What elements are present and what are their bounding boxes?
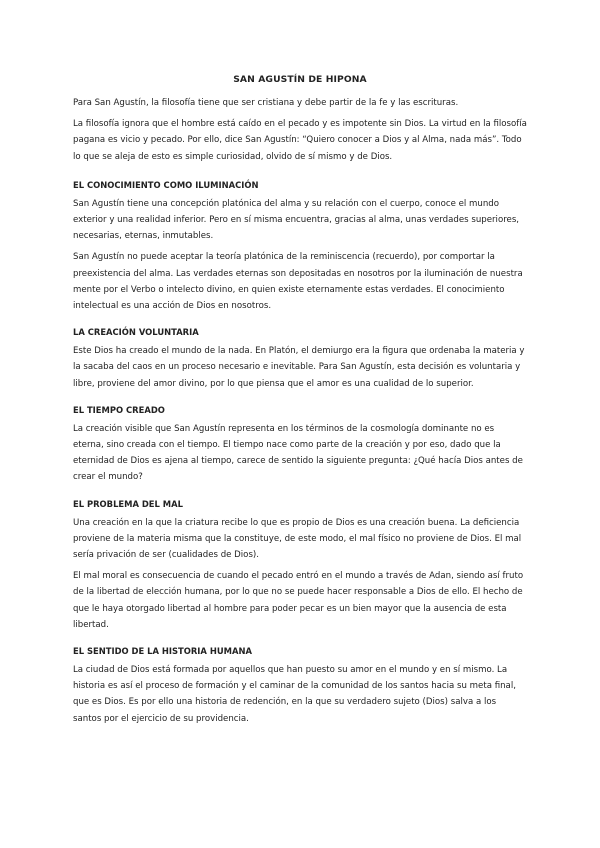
section-paragraph: San Agustín no puede aceptar la teoría platónica de la reminiscencia (recuerdo), por comportar la preexistencia del alma. Las verdades eternas son depositadas en nosotros por la iluminación de nuestra mente por el Verbo o intelecto divino, en quien existe eternamente estas verdades. El conocimiento intelectual es una acción de Dios en nosotros. [73, 252, 523, 312]
section-conocimiento [73, 177, 527, 314]
section-paragraph: La ciudad de Dios está formada por aquellos que han puesto su amor en el mundo y en sí mismo. La historia es así el proceso de formación y el caminar de la comunidad de los santos hacia su meta final, que es Dios. Es por ello una historia de redención, en la que su verdadero sujeto (Dios) salva a los santos por el ejercicio de su providencia. [73, 665, 516, 724]
section-mal [73, 496, 527, 633]
document-title: SAN AGUSTÍN DE HIPONA [233, 74, 367, 85]
section-paragraph: Este Dios ha creado el mundo de la nada. En Platón, el demiurgo era la figura que ordenaba la materia y la sacaba del caos en un proceso necesario e inevitable. Para San Agustín, esta decisión es voluntaria y libre, proviene del amor divino, por lo que piensa que el amor es una cualidad de lo superior. [73, 346, 525, 389]
section-paragraph: Una creación en la que la criatura recibe lo que es propio de Dios es una creación buena. La deficiencia proviene de la materia misma que la constituye, de este modo, el mal físico no proviene de Dios. El mal sería privación de ser (cualidades de Dios). [73, 517, 522, 561]
section-heading: LA CREACIÓN VOLUNTARIA [73, 327, 199, 338]
section-heading: EL TIEMPO CREADO [73, 404, 165, 415]
intro-paragraph: Para San Agustín, la filosofía tiene que ser cristiana y debe partir de la fe y las escrituras. [73, 98, 459, 108]
section-creacion [73, 324, 527, 392]
section-paragraph: La creación visible que San Agustín representa en los términos de la cosmología dominante no es eterna, sino creada con el tiempo. El tiempo nace como parte de la creación y por eso, dado que la eternidad de Dios es ajena al tiempo, carece de sentido la siguiente pregunta: ¿Qué hacía Dios antes de crear el mundo? [73, 423, 523, 483]
section-tiempo [73, 402, 527, 486]
section-paragraph: El mal moral es consecuencia de cuando el pecado entró en el mundo a través de Adan, siendo así fruto de la libertad de elección humana, por lo que no se puede hacer responsable a Dios de ello. El hecho de que le haya otorgado libertad al hombre para poder pecar es un bien mayor que la ausencia de esta libertad. [73, 571, 524, 630]
section-paragraph: San Agustín tiene una concepción platónica del alma y su relación con el cuerpo, conoce el mundo exterior y una realidad inferior. Pero en sí misma encuentra, gracias al alma, unas verdades superiores, necesarias, eternas, inmutables. [73, 198, 520, 242]
section-historia [73, 643, 527, 727]
section-heading: EL PROBLEMA DEL MAL [73, 498, 183, 509]
section-heading: EL CONOCIMIENTO COMO ILUMINACIÓN [73, 179, 259, 190]
section-heading: EL SENTIDO DE LA HISTORIA HUMANA [73, 646, 252, 657]
intro-paragraph: La filosofía ignora que el hombre está caído en el pecado y es impotente sin Dios. La virtud en la filosofía pagana es vicio y pecado. Por ello, dice San Agustín: “Quiero conocer a Dios y al Alma, nada más”. Todo lo que se aleja de esto es simple curiosidad, olvido de sí mismo y de Dios. [73, 119, 527, 162]
document-page [73, 74, 527, 732]
